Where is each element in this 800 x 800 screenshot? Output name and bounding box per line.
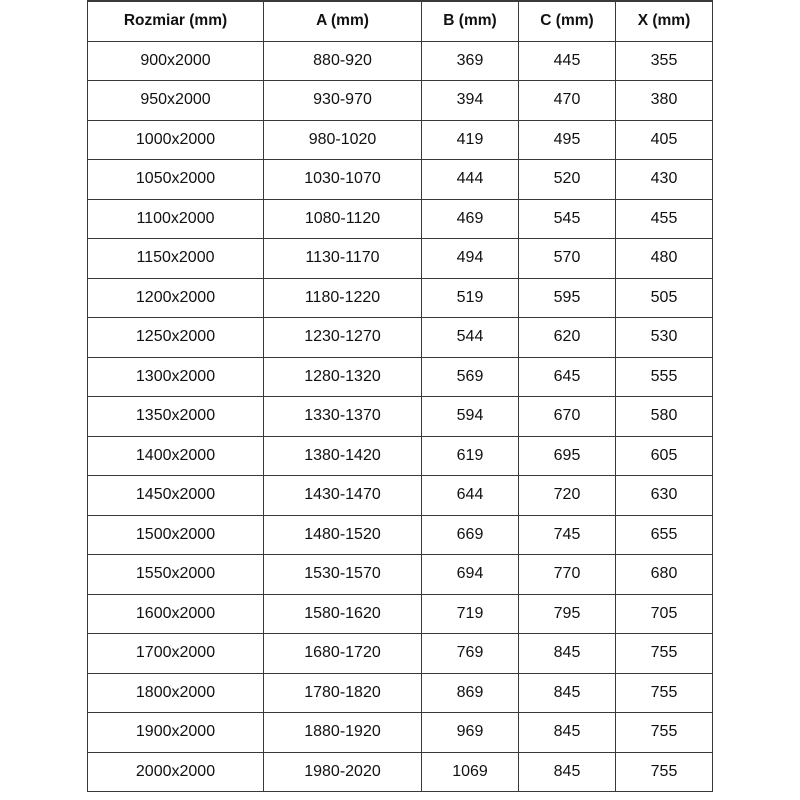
size-cell: 1700x2000	[88, 634, 264, 674]
size-cell: 1250x2000	[88, 318, 264, 358]
b-cell: 669	[422, 515, 519, 555]
size-cell: 1600x2000	[88, 594, 264, 634]
b-cell: 869	[422, 673, 519, 713]
table-row	[88, 81, 713, 121]
x-cell: 580	[616, 397, 713, 437]
b-cell: 494	[422, 239, 519, 279]
header-b: B (mm)	[422, 1, 519, 41]
c-cell: 845	[519, 752, 616, 792]
table-row	[88, 594, 713, 634]
x-cell: 755	[616, 673, 713, 713]
a-cell: 1580-1620	[264, 594, 422, 634]
table-row	[88, 357, 713, 397]
a-cell: 980-1020	[264, 120, 422, 160]
table-row	[88, 713, 713, 753]
header-x: X (mm)	[616, 1, 713, 41]
table-row	[88, 278, 713, 318]
table-body	[88, 41, 713, 792]
size-cell: 1000x2000	[88, 120, 264, 160]
x-cell: 705	[616, 594, 713, 634]
a-cell: 1230-1270	[264, 318, 422, 358]
a-cell: 1080-1120	[264, 199, 422, 239]
a-cell: 1780-1820	[264, 673, 422, 713]
table-row	[88, 120, 713, 160]
c-cell: 620	[519, 318, 616, 358]
c-cell: 445	[519, 41, 616, 81]
x-cell: 355	[616, 41, 713, 81]
c-cell: 770	[519, 555, 616, 595]
c-cell: 470	[519, 81, 616, 121]
c-cell: 570	[519, 239, 616, 279]
table-row	[88, 239, 713, 279]
a-cell: 1480-1520	[264, 515, 422, 555]
b-cell: 719	[422, 594, 519, 634]
c-cell: 495	[519, 120, 616, 160]
x-cell: 630	[616, 476, 713, 516]
x-cell: 380	[616, 81, 713, 121]
b-cell: 1069	[422, 752, 519, 792]
table-row	[88, 476, 713, 516]
a-cell: 1030-1070	[264, 160, 422, 200]
b-cell: 444	[422, 160, 519, 200]
c-cell: 520	[519, 160, 616, 200]
b-cell: 594	[422, 397, 519, 437]
b-cell: 519	[422, 278, 519, 318]
table-row	[88, 752, 713, 792]
c-cell: 645	[519, 357, 616, 397]
a-cell: 1430-1470	[264, 476, 422, 516]
a-cell: 1130-1170	[264, 239, 422, 279]
dimensions-table	[87, 0, 713, 792]
size-cell: 1900x2000	[88, 713, 264, 753]
c-cell: 695	[519, 436, 616, 476]
x-cell: 655	[616, 515, 713, 555]
x-cell: 530	[616, 318, 713, 358]
b-cell: 694	[422, 555, 519, 595]
c-cell: 845	[519, 673, 616, 713]
c-cell: 545	[519, 199, 616, 239]
b-cell: 369	[422, 41, 519, 81]
b-cell: 644	[422, 476, 519, 516]
table-row	[88, 41, 713, 81]
x-cell: 555	[616, 357, 713, 397]
a-cell: 1180-1220	[264, 278, 422, 318]
b-cell: 769	[422, 634, 519, 674]
b-cell: 619	[422, 436, 519, 476]
c-cell: 670	[519, 397, 616, 437]
a-cell: 880-920	[264, 41, 422, 81]
a-cell: 1330-1370	[264, 397, 422, 437]
size-cell: 1550x2000	[88, 555, 264, 595]
c-cell: 795	[519, 594, 616, 634]
b-cell: 469	[422, 199, 519, 239]
table-header-row	[88, 1, 713, 41]
size-cell: 1150x2000	[88, 239, 264, 279]
size-cell: 1800x2000	[88, 673, 264, 713]
size-cell: 1450x2000	[88, 476, 264, 516]
size-cell: 1400x2000	[88, 436, 264, 476]
x-cell: 455	[616, 199, 713, 239]
table-row	[88, 515, 713, 555]
c-cell: 845	[519, 634, 616, 674]
header-c: C (mm)	[519, 1, 616, 41]
size-cell: 1350x2000	[88, 397, 264, 437]
size-cell: 1300x2000	[88, 357, 264, 397]
x-cell: 430	[616, 160, 713, 200]
header-a: A (mm)	[264, 1, 422, 41]
x-cell: 755	[616, 752, 713, 792]
a-cell: 1380-1420	[264, 436, 422, 476]
size-cell: 2000x2000	[88, 752, 264, 792]
b-cell: 569	[422, 357, 519, 397]
a-cell: 930-970	[264, 81, 422, 121]
c-cell: 595	[519, 278, 616, 318]
size-cell: 900x2000	[88, 41, 264, 81]
c-cell: 845	[519, 713, 616, 753]
a-cell: 1680-1720	[264, 634, 422, 674]
b-cell: 969	[422, 713, 519, 753]
size-cell: 1500x2000	[88, 515, 264, 555]
a-cell: 1530-1570	[264, 555, 422, 595]
b-cell: 394	[422, 81, 519, 121]
header-rozmiar: Rozmiar (mm)	[88, 1, 264, 41]
table-row	[88, 436, 713, 476]
x-cell: 480	[616, 239, 713, 279]
b-cell: 544	[422, 318, 519, 358]
c-cell: 720	[519, 476, 616, 516]
x-cell: 505	[616, 278, 713, 318]
table-row	[88, 555, 713, 595]
table-row	[88, 160, 713, 200]
table-row	[88, 318, 713, 358]
a-cell: 1980-2020	[264, 752, 422, 792]
b-cell: 419	[422, 120, 519, 160]
dimensions-table-container	[87, 0, 713, 792]
table-row	[88, 199, 713, 239]
size-cell: 1200x2000	[88, 278, 264, 318]
c-cell: 745	[519, 515, 616, 555]
a-cell: 1880-1920	[264, 713, 422, 753]
table-row	[88, 397, 713, 437]
x-cell: 605	[616, 436, 713, 476]
x-cell: 405	[616, 120, 713, 160]
x-cell: 680	[616, 555, 713, 595]
size-cell: 950x2000	[88, 81, 264, 121]
a-cell: 1280-1320	[264, 357, 422, 397]
table-row	[88, 634, 713, 674]
x-cell: 755	[616, 713, 713, 753]
x-cell: 755	[616, 634, 713, 674]
size-cell: 1050x2000	[88, 160, 264, 200]
table-row	[88, 673, 713, 713]
size-cell: 1100x2000	[88, 199, 264, 239]
